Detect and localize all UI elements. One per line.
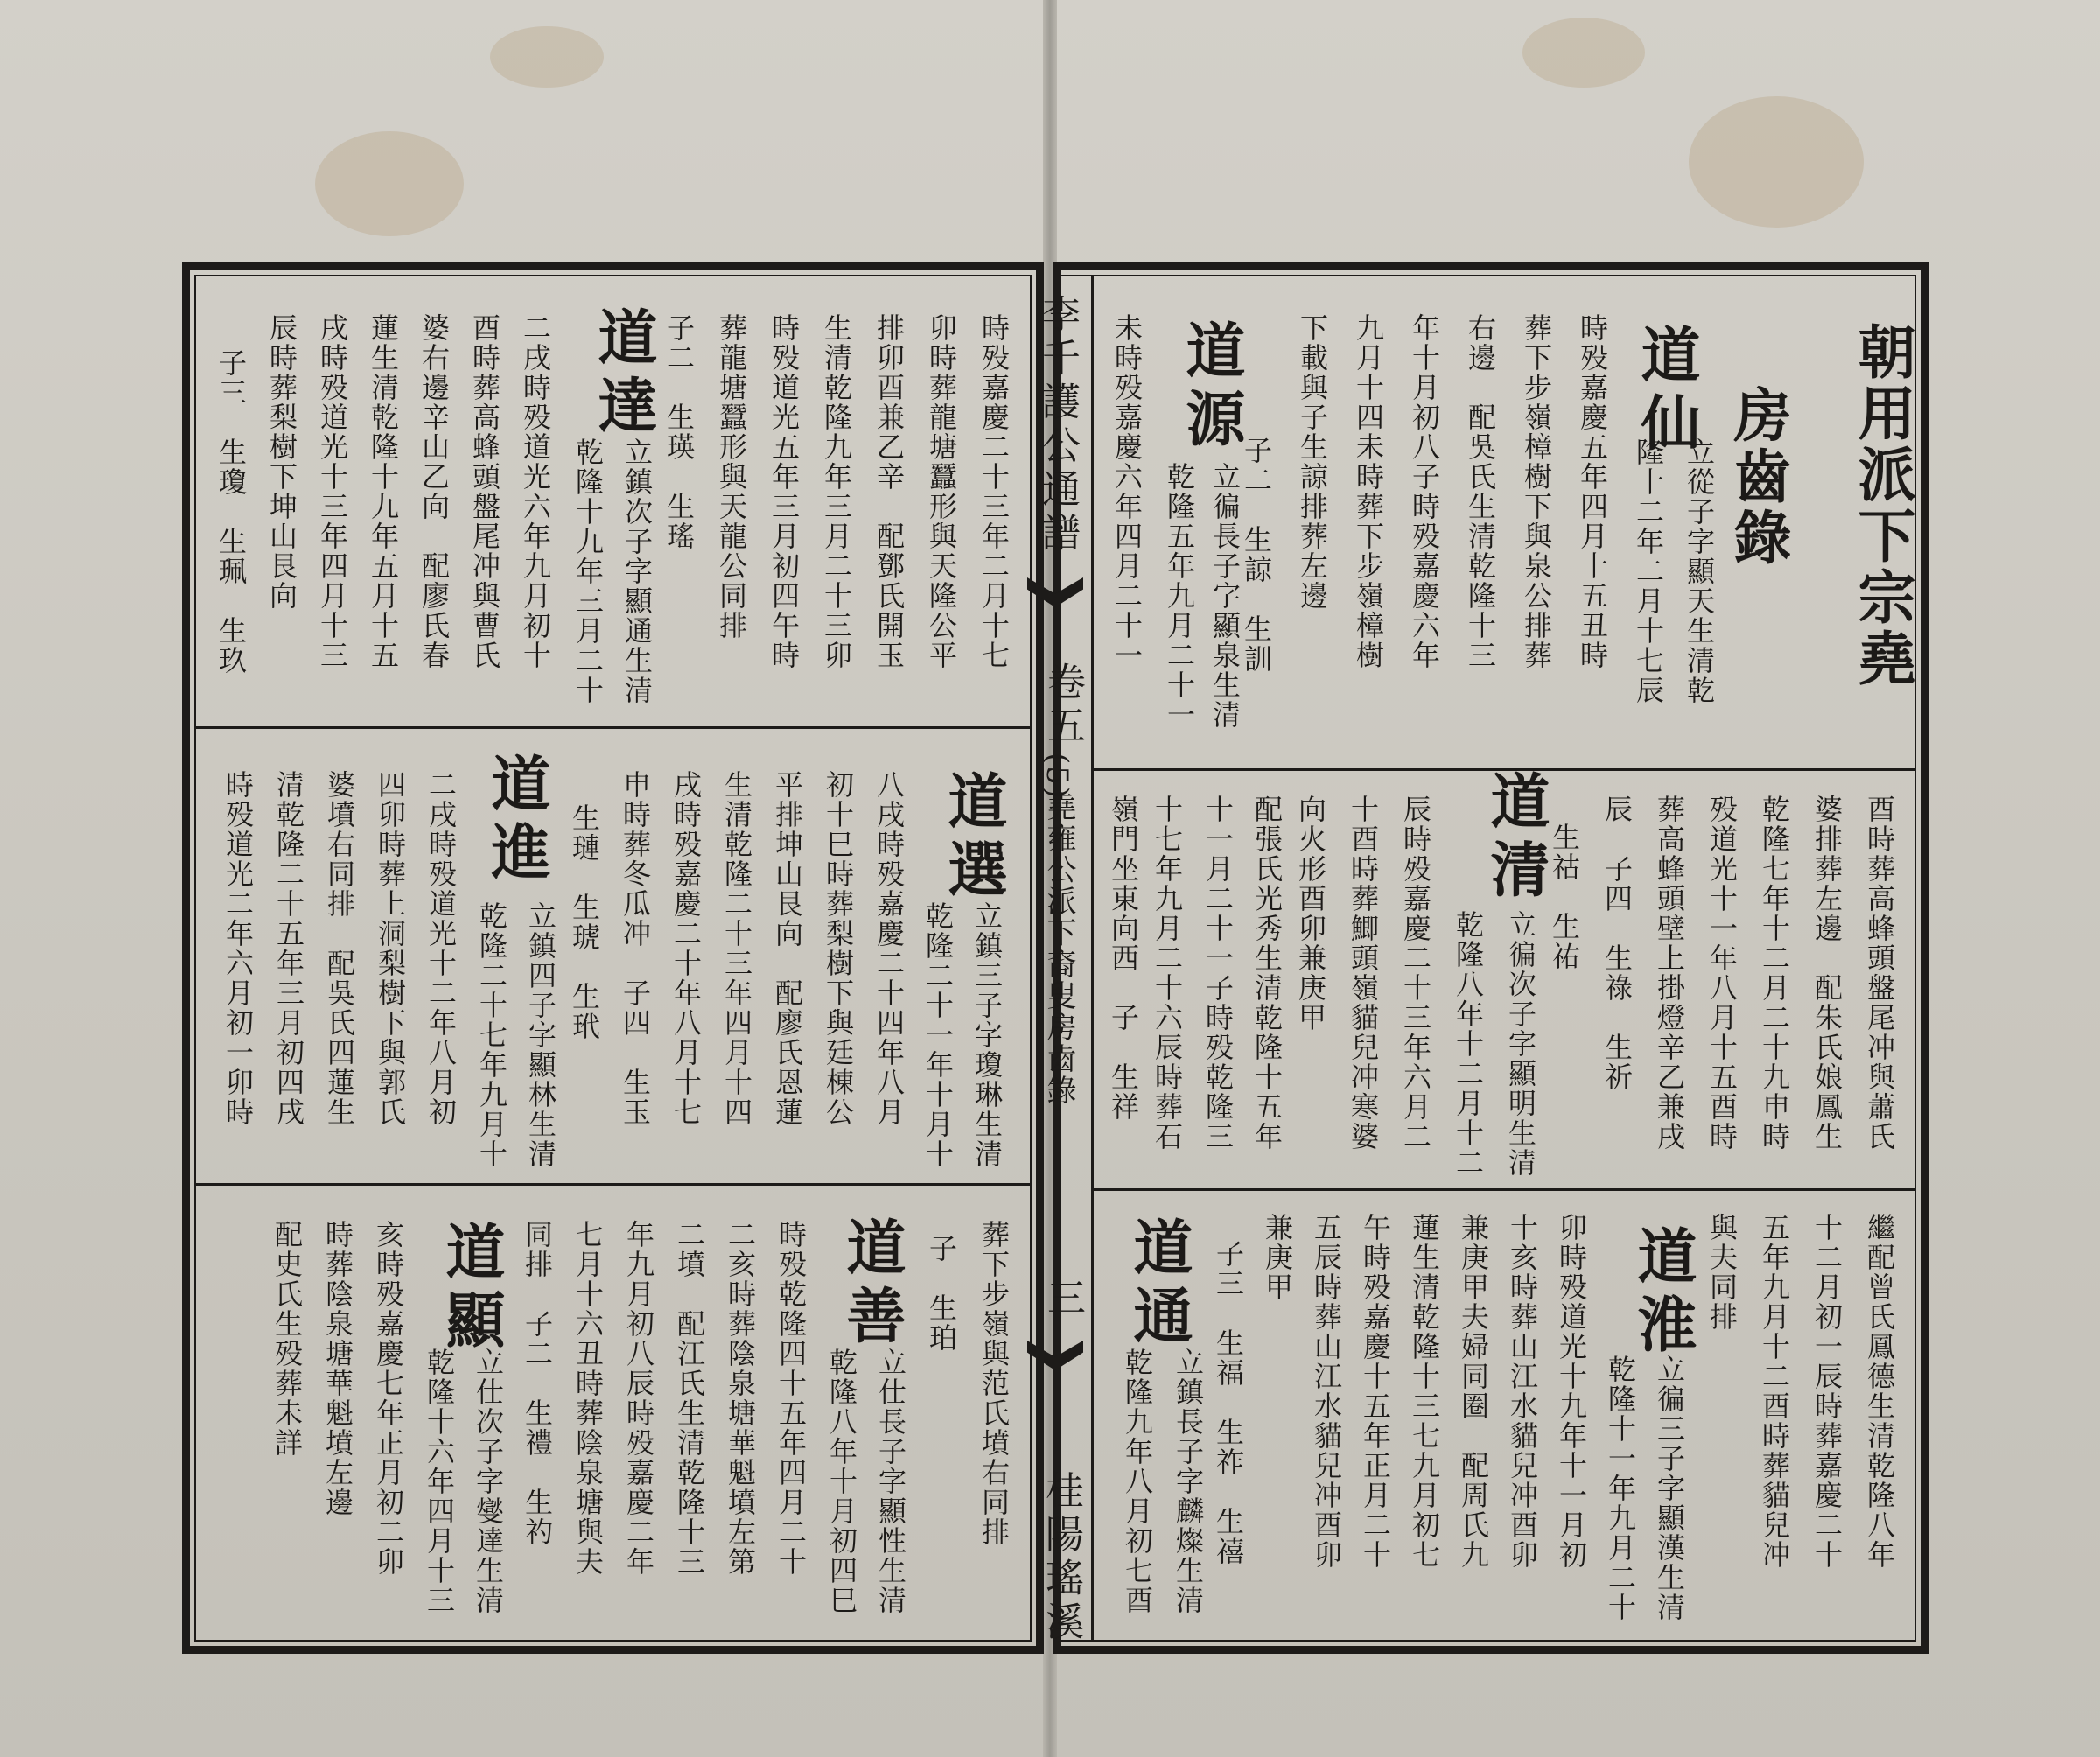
entry-text: 四卯時葬上洞梨樹下與郭氏	[374, 770, 407, 1127]
row-divider	[194, 726, 1032, 729]
volume-label: 卷五	[1040, 662, 1085, 749]
entry-name-daoxian2: 道顯	[436, 1221, 506, 1357]
entry-text: 乾隆八年十月初四巳	[825, 1348, 858, 1615]
entry-text: 排卯酉兼乙辛 配鄧氏開玉	[872, 313, 906, 670]
entry-text: 向火形酉卯兼庚甲	[1294, 794, 1327, 1032]
age-stain	[490, 26, 604, 88]
entry-text: 戌時殁道光十三年四月十三	[316, 313, 349, 670]
entry-text: 婆排葬左邊 配朱氏娘鳳生	[1810, 794, 1844, 1152]
entry-text: 乾隆二十七年九月十	[475, 901, 508, 1169]
age-stain	[1689, 96, 1864, 228]
entry-name-daoqing: 道清	[1480, 770, 1550, 906]
entry-text: 生璉 生琥 生玳	[568, 803, 601, 1041]
entry-text: 立鎮次子字顯通生清	[620, 438, 654, 705]
entry-text: 配張氏光秀生清乾隆十五年	[1250, 794, 1284, 1152]
entry-text: 卯時殁道光十九年十一月初	[1555, 1213, 1588, 1570]
entry-text: 乾隆十九年三月二十	[571, 438, 605, 705]
entry-text: 酉時葬高蜂頭盤尾冲與曹氏	[468, 313, 501, 670]
entry-text: 時葬陰泉塘華魁墳左邊	[321, 1220, 354, 1517]
entry-text: 立徧次子字顯明生清	[1504, 910, 1537, 1178]
entry-text: 酉時葬高蜂頭盤尾冲與蕭氏	[1863, 794, 1896, 1152]
entry-text: 乾隆七年十二月二十九申時	[1758, 794, 1791, 1152]
entry-name-daoyuan: 道源	[1176, 319, 1246, 456]
entry-name-daotong: 道通	[1124, 1216, 1194, 1353]
entry-name-daohuai: 道淮	[1628, 1225, 1698, 1362]
entry-name-daoshan: 道善	[836, 1216, 906, 1353]
row-divider	[194, 1183, 1032, 1186]
section-heading: 朝用派下宗堯	[1848, 322, 1916, 690]
entry-text: 乾隆八年十二月十二	[1452, 910, 1485, 1178]
entry-text: 五年九月十二酉時葬貓兒冲	[1758, 1213, 1791, 1570]
entry-name-daoxian: 道仙	[1631, 324, 1701, 460]
entry-text: 辰時葬梨樹下坤山艮向	[265, 313, 298, 611]
entry-text: 十七年九月二十六辰時葬石	[1151, 794, 1184, 1152]
entry-text: 立從子字顯天生清乾	[1683, 438, 1716, 705]
place-name: 桂陽瑤溪	[1039, 1470, 1083, 1645]
entry-text: 二墳 配江氏生清乾隆十三	[673, 1220, 706, 1577]
entry-text: 立仕長子字顯性生清	[874, 1348, 907, 1615]
entry-text: 立仕次子字燮達生清	[472, 1348, 505, 1615]
age-stain	[315, 131, 464, 236]
entry-text: 午時殁嘉慶十五年正月二十	[1359, 1213, 1392, 1570]
entry-text: 子三 生福 生祚 生禧	[1212, 1239, 1245, 1566]
entry-text: 辰 子四 生祿 生祈	[1600, 794, 1634, 1092]
entry-text: 乾隆十一年九月二十	[1604, 1354, 1637, 1622]
entry-text: 婆墳右同排 配吳氏四蓮生	[323, 770, 356, 1127]
entry-text: 初十巳時葬梨樹下與廷棟公	[822, 770, 855, 1127]
entry-text: 子 生珀	[925, 1234, 958, 1353]
entry-text: 平排坤山艮向 配廖氏恩蓮	[771, 770, 804, 1127]
entry-text: 嶺門坐東向西 子 生祥	[1107, 794, 1140, 1122]
entry-text: 繼配曾氏鳳德生清乾隆八年	[1863, 1213, 1896, 1570]
entry-text: 立鎮三子字瓊琳生清	[970, 901, 1004, 1169]
entry-text: 葬高蜂頭壁上掛燈辛乙兼戌	[1653, 794, 1686, 1152]
entry-text: 生清乾隆二十三年四月十四	[720, 770, 753, 1127]
entry-text: 時殁道光五年三月初四午時	[767, 313, 801, 670]
entry-text: 未時殁嘉慶六年四月二十一	[1110, 313, 1144, 670]
entry-text: 乾隆九年八月初七酉	[1121, 1348, 1154, 1615]
entry-text: 與夫同排	[1705, 1213, 1739, 1332]
entry-text: 同排 子二 生禮 生礿	[521, 1220, 554, 1547]
entry-text: 時殁嘉慶二十三年二月十七	[977, 313, 1011, 670]
entry-name-daoxuan: 道選	[938, 770, 1008, 906]
entry-name-daojin: 道進	[481, 752, 551, 889]
entry-text: 年九月初八辰時殁嘉慶二年	[622, 1220, 655, 1577]
entry-text: 八戌時殁嘉慶二十四年八月	[872, 770, 906, 1127]
entry-text: 二戌時殁道光十二年八月初	[424, 770, 458, 1127]
entry-text: 生清乾隆九年三月二十三卯	[820, 313, 853, 670]
entry-text: 十亥時葬山江水貓兒冲酉卯	[1506, 1213, 1539, 1570]
entry-text: 子二 生諒 生訓	[1240, 436, 1273, 674]
entry-text: 子二 生瑛 生瑤	[662, 313, 696, 551]
genealogy-title: 李千護公通譜	[1035, 294, 1080, 556]
entry-text: 七月十六丑時葬陰泉塘與夫	[571, 1220, 605, 1577]
entry-text: 九月十四未時葬下步嶺樟樹	[1352, 313, 1385, 670]
entry-text: 戌時殁嘉慶二十年八月十七	[669, 770, 703, 1127]
entry-text: 隆十二年二月十七辰	[1632, 438, 1665, 705]
entry-text: 葬下步嶺與范氏墳右同排	[977, 1220, 1011, 1547]
entry-text: 兼庚甲	[1261, 1213, 1294, 1302]
row-divider	[1094, 1188, 1916, 1191]
entry-text: 立徧長子字顯泉生清	[1208, 462, 1242, 730]
entry-text: 婆右邊辛山乙向 配廖氏春	[417, 313, 451, 670]
entry-text: 時殁嘉慶五年四月十五丑時	[1576, 313, 1609, 670]
entry-text: 立徧三子字顯漢生清	[1653, 1354, 1686, 1622]
entry-text: 兼庚甲夫婦同圈 配周氏九	[1457, 1213, 1490, 1570]
entry-text: 時殁道光二年六月初一卯時	[221, 770, 255, 1127]
entry-text: 申時葬冬瓜冲 子四 生玉	[619, 770, 652, 1127]
entry-text: 五辰時葬山江水貓兒冲酉卯	[1310, 1213, 1343, 1570]
entry-text: 亥時殁嘉慶七年正月初二卯	[372, 1220, 405, 1577]
entry-text: 下載與子生諒排葬左邊	[1296, 313, 1329, 611]
section-label: 堯雍公派下裔叟房齒錄	[1041, 791, 1076, 1106]
age-stain	[1522, 18, 1645, 88]
entry-text: 蓮生清乾隆十三七九月初七	[1408, 1213, 1441, 1570]
entry-name-daoda: 道達	[588, 306, 658, 443]
entry-text: 子三 生瓊 生珮 生玖	[214, 348, 248, 676]
entry-text: 十酉時葬鯽頭嶺貓兒冲寒婆	[1347, 794, 1380, 1152]
entry-text: 時殁乾隆四十五年四月二十	[774, 1220, 808, 1577]
entry-text: 立鎮四子字顯林生清	[524, 901, 557, 1169]
entry-text: 年十月初八子時殁嘉慶六年	[1408, 313, 1441, 670]
entry-text: 清乾隆二十五年三月初四戌	[272, 770, 305, 1127]
entry-text: 十一月二十一子時殁乾隆三	[1201, 794, 1235, 1152]
section-heading-2: 房齒錄	[1724, 385, 1792, 569]
entry-text: 乾隆二十一年十月十	[921, 901, 955, 1169]
entry-text: 辰時殁嘉慶二十三年六月二	[1399, 794, 1432, 1152]
entry-text: 乾隆十六年四月十三	[423, 1348, 456, 1615]
spine-rule	[1091, 275, 1094, 1642]
entry-text: 立鎮長子字麟燦生清	[1172, 1348, 1205, 1615]
entry-text: 葬下步嶺樟樹下與泉公排葬	[1520, 313, 1553, 670]
entry-text: 殁道光十一年八月十五酉時	[1705, 794, 1739, 1152]
leaf-number: 三	[1040, 1278, 1085, 1321]
page-number: (5)	[1040, 752, 1074, 801]
entry-text: 葬龍塘蠶形與天龍公同排	[715, 313, 748, 640]
entry-text: 配史氏生殁葬未詳	[270, 1220, 304, 1458]
entry-text: 二戌時殁道光六年九月初十	[519, 313, 552, 670]
entry-text: 卯時葬龍塘蠶形與天隆公平	[925, 313, 958, 670]
entry-text: 十二月初一辰時葬嘉慶二十	[1810, 1213, 1844, 1570]
entry-text: 二亥時葬陰泉塘華魁墳左第	[724, 1220, 757, 1577]
entry-text: 生祜 生祐	[1548, 822, 1581, 971]
entry-text: 蓮生清乾隆十九年五月十五	[367, 313, 400, 670]
entry-text: 右邊 配吳氏生清乾隆十三	[1464, 313, 1497, 670]
entry-text: 乾隆五年九月二十一	[1163, 462, 1196, 730]
